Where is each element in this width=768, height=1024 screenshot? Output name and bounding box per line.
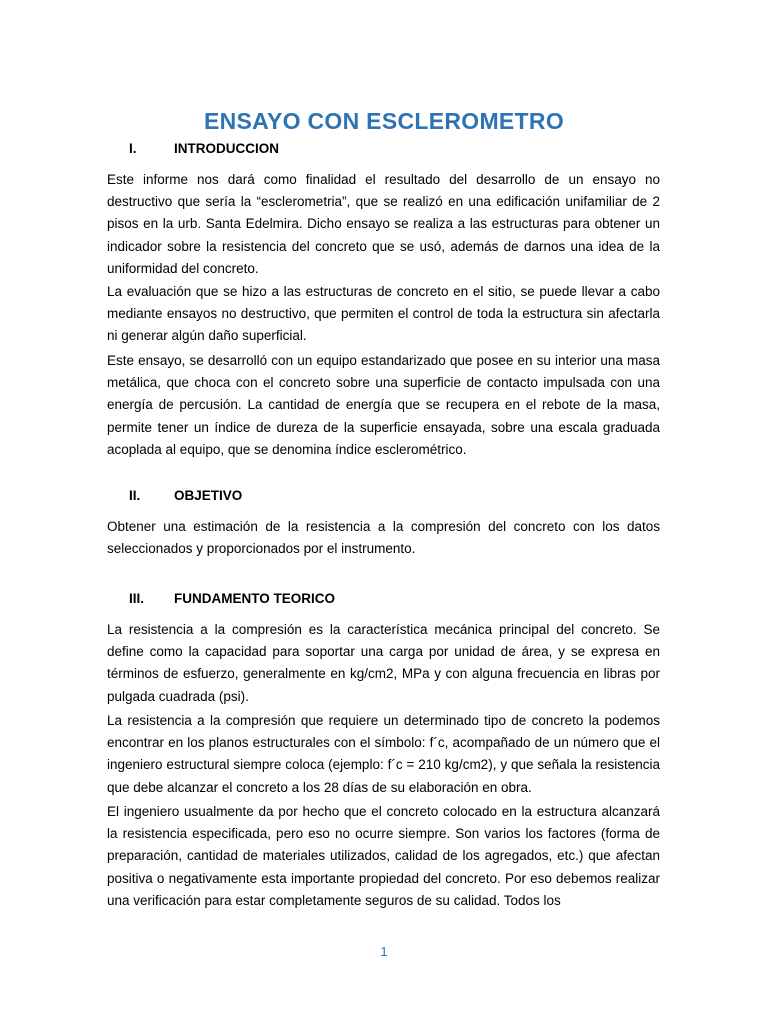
paragraph: Obtener una estimación de la resistencia a la compresión del concreto con los datos seleccionados y proporcionados por el instrumento. xyxy=(107,519,660,557)
document-title: ENSAYO CON ESCLEROMETRO xyxy=(203,108,565,134)
section-number: I. xyxy=(129,141,137,156)
section-title: FUNDAMENTO TEORICO xyxy=(174,591,335,606)
section-number: II. xyxy=(129,488,141,503)
page-number: 1 xyxy=(380,944,388,959)
paragraph: La resistencia a la compresión es la característica mecánica principal del concreto. Se define como la capacidad para soportar una carga por unidad de área, y se expresa en términos de esfuerzo, generalmente en kg/cm2, MPa y con alguna frecuencia en libras por pulgada cuadrada (psi). xyxy=(107,622,660,704)
paragraph: La evaluación que se hizo a las estructuras de concreto en el sitio, se puede llevar a cabo mediante ensayos no destructivo, que permiten el control de toda la estructura sin afectarla ni generar algún daño superficial. xyxy=(107,284,660,344)
paragraph: La resistencia a la compresión que requiere un determinado tipo de concreto la podemos encontrar en los planos estructurales con el símbolo: f´c, acompañado de un número que el ingeniero estructural siempre coloca (ejemplo: f´c = 210 kg/cm2), y que señala la resistencia que debe alcanzar el concreto a los 28 días de su elaboración en obra. xyxy=(107,713,660,795)
section-title: INTRODUCCION xyxy=(174,141,279,156)
section-title: OBJETIVO xyxy=(174,488,243,503)
section-number: III. xyxy=(129,591,145,606)
paragraph: El ingeniero usualmente da por hecho que el concreto colocado en la estructura alcanzará la resistencia especificada, pero eso no ocurre siempre. Son varios los factores (forma de preparación, cantidad de materiales utilizados, calidad de los agregados, etc.) que afectan positiva o negativamente esta importante propiedad del concreto. Por eso debemos realizar una verificación para estar completamente seguros de su calidad. Todos los xyxy=(107,804,660,908)
paragraph: Este ensayo, se desarrolló con un equipo estandarizado que posee en su interior una masa metálica, que choca con el concreto sobre una superficie de contacto impulsada con una energía de percusión. La cantidad de energía que se recupera en el rebote de la masa, permite tener un índice de dureza de la superficie ensayada, sobre una escala graduada acoplada al equipo, que se denomina índice esclerométrico. xyxy=(107,353,660,457)
paragraph: Este informe nos dará como finalidad el resultado del desarrollo de un ensayo no destructivo que sería la “esclerometria”, que se realizó en una edificación unifamiliar de 2 pisos en la urb. Santa Edelmira. Dicho ensayo se realiza a las estructuras para obtener un indicador sobre la resistencia del concreto que se usó, además de darnos una idea de la uniformidad del concreto. xyxy=(107,172,660,276)
